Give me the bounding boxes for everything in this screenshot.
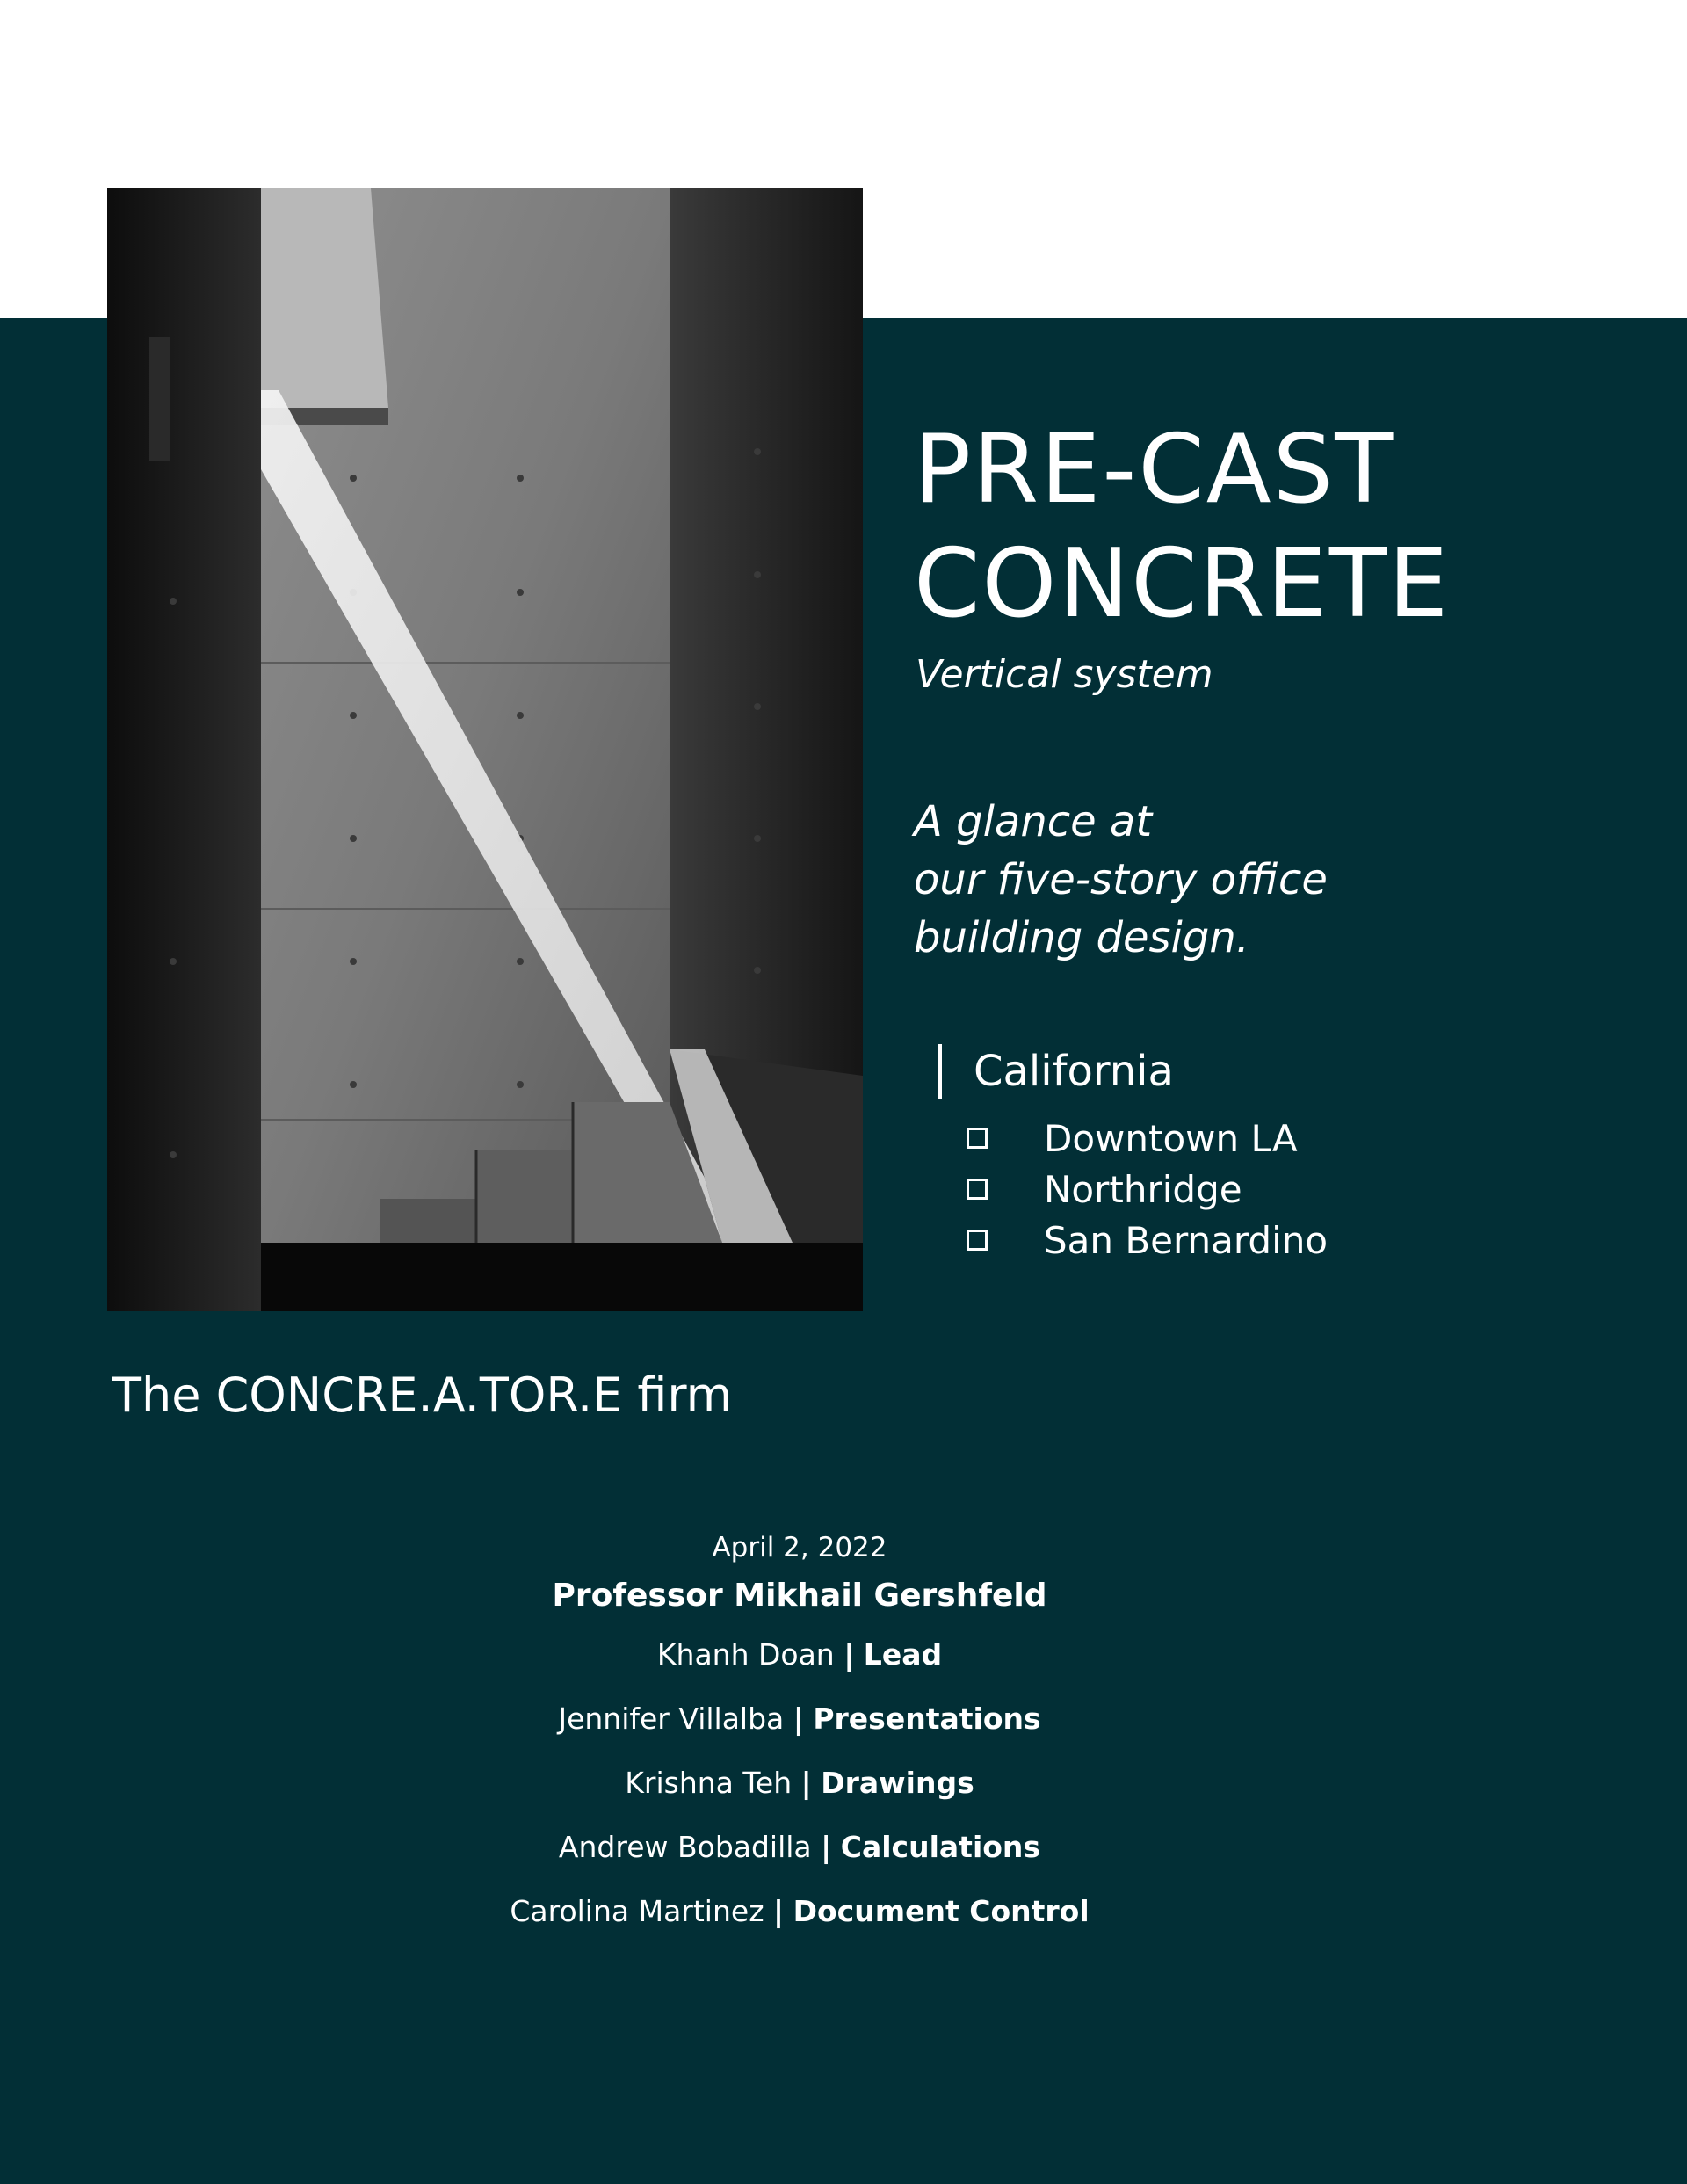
credits-block bbox=[360, 1526, 1239, 1943]
title-line-2: CONCRETE bbox=[914, 529, 1451, 639]
document-title bbox=[914, 413, 1634, 642]
location-label: Northridge bbox=[1044, 1167, 1242, 1211]
team-member bbox=[360, 1751, 1239, 1815]
location-label: Downtown LA bbox=[1044, 1116, 1298, 1160]
member-name: Andrew Bobadilla bbox=[558, 1830, 812, 1864]
member-name: Jennifer Villalba bbox=[558, 1701, 785, 1736]
team-member bbox=[360, 1879, 1239, 1943]
region-accent-bar bbox=[938, 1044, 942, 1099]
team-member bbox=[360, 1622, 1239, 1687]
location-list bbox=[967, 1113, 1328, 1266]
location-item bbox=[967, 1215, 1328, 1266]
role-separator: | bbox=[821, 1830, 832, 1864]
location-item bbox=[967, 1113, 1328, 1164]
team-member bbox=[360, 1815, 1239, 1879]
checkbox-outline-icon bbox=[967, 1128, 988, 1149]
member-role: Lead bbox=[863, 1637, 943, 1672]
checkbox-outline-icon bbox=[967, 1230, 988, 1251]
member-role: Document Control bbox=[793, 1894, 1090, 1928]
firm-name: The CONCRE.A.TOR.E firm bbox=[112, 1368, 733, 1423]
professor-name: Professor Mikhail Gershfeld bbox=[552, 1578, 1047, 1614]
role-separator: | bbox=[844, 1637, 855, 1672]
title-line-1: PRE-CAST bbox=[914, 415, 1395, 525]
member-name: Carolina Martinez bbox=[510, 1894, 764, 1928]
member-name: Krishna Teh bbox=[625, 1766, 793, 1800]
role-separator: | bbox=[773, 1894, 785, 1928]
concrete-stairwell-photo bbox=[107, 188, 863, 1311]
tagline-line-2: our five-story office bbox=[914, 855, 1328, 904]
region-label: California bbox=[974, 1047, 1174, 1096]
tagline-line-1: A glance at bbox=[914, 797, 1153, 846]
member-name: Khanh Doan bbox=[656, 1637, 835, 1672]
role-separator: | bbox=[793, 1701, 804, 1736]
checkbox-outline-icon bbox=[967, 1179, 988, 1200]
member-role: Calculations bbox=[840, 1830, 1041, 1864]
role-separator: | bbox=[800, 1766, 812, 1800]
document-subtitle: Vertical system bbox=[916, 652, 1213, 697]
location-item bbox=[967, 1164, 1328, 1215]
team-member bbox=[360, 1687, 1239, 1751]
member-role: Drawings bbox=[821, 1766, 974, 1800]
location-label: San Bernardino bbox=[1044, 1218, 1329, 1262]
document-date: April 2, 2022 bbox=[712, 1532, 887, 1564]
tagline-line-3: building design. bbox=[914, 913, 1250, 962]
tagline bbox=[914, 793, 1582, 967]
member-role: Presentations bbox=[813, 1701, 1041, 1736]
region-heading bbox=[938, 1044, 1174, 1099]
